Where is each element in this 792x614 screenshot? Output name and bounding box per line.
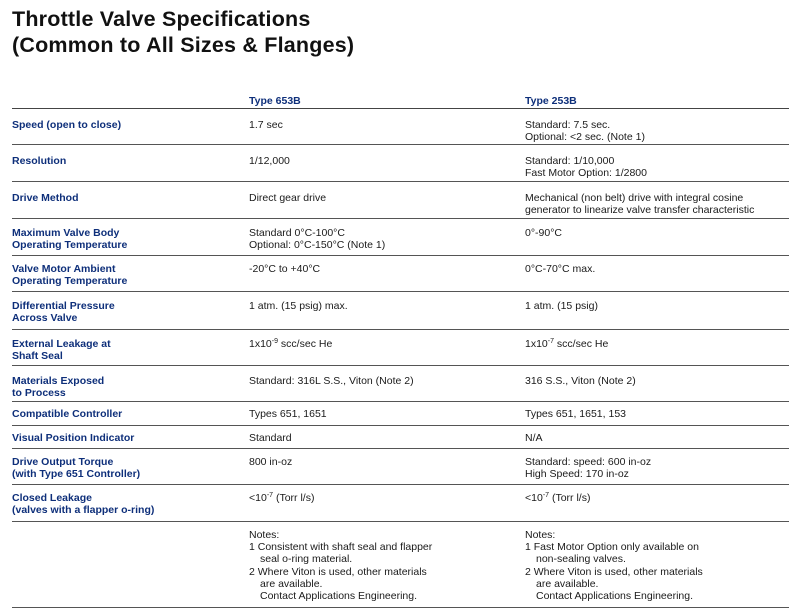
type-253b-value: Standard: speed: 600 in-oz High Speed: 170 in-oz <box>525 456 652 480</box>
type-253b-value: Mechanical (non belt) drive with integral cosine generator to linearize valve transfer characteristic <box>525 192 755 216</box>
exponent: -7 <box>542 492 550 499</box>
notes-type-253b: Notes: 1 Fast Motor Option only available on non-sealing valves. 2 Where Viton is used, other materials are available. Contact Applications Engineering. <box>525 529 703 603</box>
title-line-2: (Common to All Sizes & Flanges) <box>12 33 355 57</box>
notes-row <box>12 522 789 608</box>
row-valve-motor-ambient-temp <box>12 256 789 292</box>
type-253b-value: Standard: 1/10,000 Fast Motor Option: 1/2800 <box>525 155 647 179</box>
row-label: Resolution <box>12 155 67 167</box>
type-253b-value: 0°-90°C <box>525 227 562 239</box>
type-653b-value: Standard: 316L S.S., Viton (Note 2) <box>249 375 414 387</box>
row-label: Valve Motor Ambient Operating Temperature <box>12 263 128 287</box>
type-653b-value: 1/12,000 <box>249 155 290 167</box>
row-drive-output-torque <box>12 449 789 485</box>
type-653b-value: -20°C to +40°C <box>249 263 321 275</box>
type-253b-value: Standard: 7.5 sec. Optional: <2 sec. (Note 1) <box>525 119 645 143</box>
row-label: Compatible Controller <box>12 408 123 420</box>
title-line-1: Throttle Valve Specifications <box>12 7 311 31</box>
type-653b-value: 1 atm. (15 psig) max. <box>249 300 348 312</box>
row-label: Visual Position Indicator <box>12 432 135 444</box>
row-speed <box>12 109 789 145</box>
row-external-leakage <box>12 330 789 366</box>
type-653b-value: 1.7 sec <box>249 119 283 131</box>
type-253b-value: 1 atm. (15 psig) <box>525 300 598 312</box>
row-label: Materials Exposed to Process <box>12 375 105 399</box>
page-title <box>12 6 354 58</box>
row-max-valve-body-temp <box>12 219 789 256</box>
type-253b-value: 316 S.S., Viton (Note 2) <box>525 375 636 387</box>
type-253b-value: 0°C-70°C max. <box>525 263 596 275</box>
col-header-type-653b: Type 653B <box>249 95 301 107</box>
row-label: Drive Method <box>12 192 79 204</box>
type-253b-value: $<10^{-7}$ (Torr l/s) <box>525 492 591 504</box>
col-header-type-253b: Type 253B <box>525 95 577 107</box>
type-653b-value: Standard <box>249 432 292 444</box>
spec-table <box>12 92 789 608</box>
type-653b-value: Types 651, 1651 <box>249 408 327 420</box>
exponent: -7 <box>266 492 274 499</box>
row-compatible-controller <box>12 402 789 426</box>
row-label: Closed Leakage (valves with a flapper o-ring) <box>12 492 155 516</box>
row-resolution <box>12 145 789 182</box>
row-materials-exposed <box>12 366 789 402</box>
row-label: External Leakage at Shaft Seal <box>12 338 111 362</box>
type-653b-value: Direct gear drive <box>249 192 327 204</box>
row-drive-method <box>12 182 789 219</box>
type-653b-value: $<10^{-7}$ (Torr l/s) <box>249 492 315 504</box>
type-253b-value: N/A <box>525 432 543 444</box>
table-header <box>12 92 789 109</box>
row-differential-pressure <box>12 292 789 330</box>
row-label: Maximum Valve Body Operating Temperature <box>12 227 128 251</box>
exponent: -9 <box>271 338 279 345</box>
type-253b-value: Types 651, 1651, 153 <box>525 408 626 420</box>
type-653b-value: $1x10^{-9}$ scc/sec He <box>249 338 333 350</box>
row-label: Speed (open to close) <box>12 119 122 131</box>
row-label: Differential Pressure Across Valve <box>12 300 115 324</box>
notes-type-653b: Notes: 1 Consistent with shaft seal and flapper seal o-ring material. 2 Where Viton is used, other materials are available. Contact Applications Engineering. <box>249 529 433 603</box>
type-653b-value: Standard 0°C-100°C Optional: 0°C-150°C (Note 1) <box>249 227 386 251</box>
row-closed-leakage <box>12 485 789 522</box>
type-653b-value: 800 in-oz <box>249 456 293 468</box>
type-253b-value: $1x10^{-7}$ scc/sec He <box>525 338 609 350</box>
row-visual-position-indicator <box>12 426 789 449</box>
row-label: Drive Output Torque (with Type 651 Controller) <box>12 456 141 480</box>
exponent: -7 <box>547 338 555 345</box>
